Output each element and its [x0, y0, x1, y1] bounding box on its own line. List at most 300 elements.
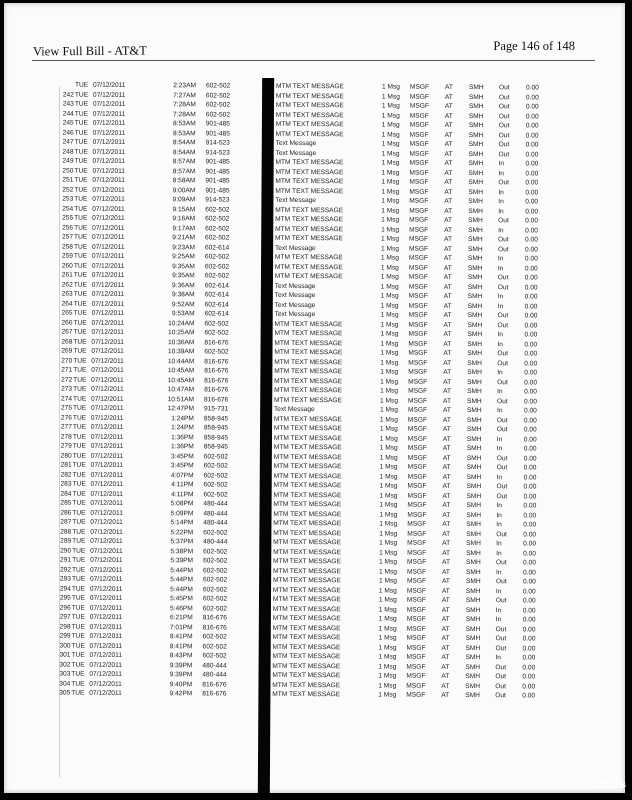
cell-phone-number: 816-676 — [202, 690, 227, 698]
cell-message-type: MTM TEXT MESSAGE — [273, 519, 342, 528]
cell-message-type: Text Message — [275, 139, 317, 148]
cell-phone-number: 480-444 — [203, 538, 228, 546]
cell-date: 07/12/2011 — [92, 129, 126, 137]
cell-direction: Out — [497, 283, 509, 291]
cell-day: TUE — [74, 138, 88, 146]
cell-message-type: MTM TEXT MESSAGE — [273, 481, 342, 490]
cell-feature-code: MSGF — [409, 197, 429, 205]
cell-direction: In — [497, 302, 504, 310]
cell-rate-code: SMH — [468, 141, 484, 149]
cell-day: TUE — [73, 366, 87, 374]
cell-message-type: Text Message — [274, 310, 316, 319]
cell-time: 9:15AM — [172, 205, 196, 213]
cell-rate-code: SMH — [468, 150, 484, 158]
cell-direction: Out — [497, 359, 508, 367]
cell-direction: In — [497, 293, 504, 301]
cell-feature-code: MSGF — [408, 349, 428, 357]
cell-phone-number: 602-502 — [203, 547, 228, 556]
cell-message-type: MTM TEXT MESSAGE — [274, 272, 343, 281]
cell-amount: 0.00 — [525, 150, 539, 158]
cell-day: TUE — [72, 471, 86, 479]
bill-page — [4, 3, 625, 793]
cell-message-type: MTM TEXT MESSAGE — [273, 424, 342, 433]
cell-date: 07/12/2011 — [91, 281, 125, 289]
cell-time: 9:40PM — [169, 680, 193, 688]
cell-direction: In — [496, 511, 502, 519]
cell-phone-number: 901-485 — [205, 167, 230, 176]
cell-amount: 0.00 — [524, 378, 538, 386]
cell-feature-code: MSGF — [408, 292, 428, 300]
cell-amount: 0.00 — [523, 464, 537, 472]
cell-phone-number: 915-731 — [203, 405, 229, 413]
cell-row-number: 260 — [61, 262, 73, 270]
cell-date: 07/12/2011 — [89, 661, 122, 669]
cell-phone-number: 602-502 — [204, 262, 230, 271]
cell-amount: 0.00 — [525, 122, 539, 130]
cell-network: AT — [443, 264, 452, 272]
cell-day: TUE — [72, 556, 86, 564]
cell-day: TUE — [72, 490, 86, 498]
cell-date: 07/12/2011 — [92, 205, 125, 213]
cell-phone-number: 602-502 — [205, 234, 230, 242]
cell-feature-code: MSGF — [406, 625, 426, 633]
cell-network: AT — [441, 691, 450, 699]
cell-phone-number: 914-523 — [205, 148, 230, 157]
cell-day: TUE — [74, 91, 89, 99]
cell-row-number: 257 — [62, 233, 74, 241]
cell-direction: Out — [497, 312, 509, 320]
cell-message-type: MTM TEXT MESSAGE — [273, 491, 342, 499]
cell-row-number: 295 — [59, 594, 71, 602]
cell-day: TUE — [74, 157, 88, 165]
cell-amount: 0.00 — [522, 692, 536, 700]
cell-amount: 0.00 — [525, 93, 539, 101]
cell-time: 9:09AM — [172, 196, 196, 204]
cell-feature-code: MSGF — [408, 397, 428, 405]
cell-direction: Out — [497, 245, 509, 253]
cell-row-number: 291 — [60, 556, 72, 564]
cell-time: 7:01PM — [169, 623, 193, 631]
cell-day: TUE — [71, 651, 85, 659]
cell-network: AT — [443, 302, 452, 310]
cell-date: 07/12/2011 — [91, 271, 125, 279]
cell-direction: In — [495, 587, 502, 595]
cell-day: TUE — [71, 623, 85, 631]
cell-rate-code: SMH — [467, 312, 483, 320]
cell-date: 07/12/2011 — [92, 138, 126, 146]
cell-day: TUE — [73, 271, 88, 279]
cell-amount: 0.00 — [524, 321, 538, 329]
cell-amount: 0.00 — [523, 502, 537, 510]
cell-amount: 0.00 — [522, 568, 536, 576]
cell-time: 9:25AM — [172, 253, 195, 261]
cell-message-type: MTM TEXT MESSAGE — [275, 177, 344, 186]
cell-phone-number: 602-502 — [202, 595, 228, 603]
cell-date: 07/12/2011 — [89, 623, 123, 631]
cell-day: TUE — [72, 480, 86, 488]
cell-date: 07/12/2011 — [91, 357, 124, 365]
page-number: Page 146 of 148 — [493, 39, 575, 53]
cell-direction: In — [497, 369, 503, 377]
cell-phone-number: 480-444 — [203, 500, 228, 508]
cell-time: 5:38PM — [170, 547, 194, 555]
cell-phone-number: 480-444 — [202, 661, 227, 670]
cell-row-number: 274 — [61, 395, 73, 403]
cell-message-count: 1 Msg — [381, 168, 400, 177]
cell-rate-code: SMH — [467, 397, 482, 405]
cell-feature-code: MSGF — [407, 530, 427, 538]
cell-amount: 0.00 — [524, 264, 538, 272]
cell-rate-code: SMH — [466, 407, 482, 415]
cell-phone-number: 602-502 — [202, 576, 228, 584]
cell-message-count: 1 Msg — [380, 349, 399, 357]
cell-message-type: MTM TEXT MESSAGE — [273, 548, 342, 556]
cell-network: AT — [441, 625, 450, 633]
cell-amount: 0.00 — [524, 274, 538, 282]
cell-day: TUE — [74, 119, 88, 127]
cell-rate-code: SMH — [468, 169, 484, 177]
cell-message-type: MTM TEXT MESSAGE — [274, 320, 343, 328]
cell-direction: Out — [497, 350, 509, 358]
cell-amount: 0.00 — [525, 207, 539, 215]
cell-phone-number: 602-502 — [203, 481, 228, 489]
cell-date: 07/12/2011 — [91, 385, 124, 393]
cell-row-number: 303 — [59, 670, 71, 678]
cell-date: 07/12/2011 — [90, 433, 124, 441]
cell-time: 9:23AM — [172, 243, 196, 251]
cell-row-number: 302 — [59, 661, 71, 669]
cell-phone-number: 602-614 — [204, 310, 229, 318]
cell-day: TUE — [74, 100, 89, 108]
cell-day: TUE — [72, 547, 86, 555]
cell-row-number: 272 — [61, 376, 73, 384]
cell-direction: In — [497, 264, 504, 272]
cell-message-count: 1 Msg — [379, 548, 398, 557]
cell-amount: 0.00 — [525, 217, 539, 225]
cell-row-number: 264 — [61, 300, 73, 308]
cell-amount: 0.00 — [525, 84, 539, 92]
cell-day: TUE — [74, 167, 88, 175]
cell-row-number: 294 — [59, 585, 71, 593]
cell-feature-code: MSGF — [408, 254, 429, 262]
cell-phone-number: 602-502 — [203, 462, 228, 470]
cell-time: 5:14PM — [170, 519, 194, 527]
cell-network: AT — [443, 387, 452, 395]
cell-message-type: MTM TEXT MESSAGE — [274, 263, 343, 271]
cell-rate-code: SMH — [466, 558, 481, 567]
cell-direction: Out — [495, 578, 507, 586]
cell-feature-code: MSGF — [408, 245, 429, 253]
cell-network: AT — [442, 425, 451, 433]
cell-time: 8:57AM — [172, 158, 196, 166]
cell-row-number: 275 — [60, 404, 73, 412]
cell-time: 9:39PM — [169, 671, 193, 679]
cell-row-number: 278 — [60, 433, 72, 441]
cell-direction: In — [495, 606, 502, 614]
cell-feature-code: MSGF — [407, 454, 427, 462]
cell-direction: Out — [498, 217, 509, 225]
cell-message-count: 1 Msg — [379, 463, 398, 471]
cell-direction: Out — [498, 103, 510, 111]
cell-day: TUE — [73, 290, 87, 298]
cell-day: TUE — [73, 262, 88, 270]
cell-direction: Out — [498, 93, 510, 101]
cell-rate-code: SMH — [465, 568, 481, 576]
cell-date: 07/12/2011 — [89, 642, 123, 650]
cell-message-count: 1 Msg — [378, 672, 397, 680]
cell-day: TUE — [73, 338, 87, 346]
cell-date: 07/12/2011 — [89, 689, 122, 697]
cell-time: 9:21AM — [172, 234, 196, 242]
cell-day: TUE — [73, 395, 87, 403]
cell-feature-code: MSGF — [406, 634, 426, 642]
cell-rate-code: SMH — [467, 245, 483, 253]
cell-rate-code: SMH — [466, 511, 482, 519]
cell-network: AT — [444, 178, 453, 186]
cell-row-number: 256 — [62, 224, 74, 232]
cell-date: 07/12/2011 — [91, 366, 124, 374]
cell-row-number: 283 — [60, 480, 72, 488]
cell-message-count: 1 Msg — [380, 396, 399, 405]
cell-feature-code: MSGF — [409, 159, 429, 167]
cell-message-count: 1 Msg — [379, 539, 398, 547]
cell-amount: 0.00 — [525, 169, 539, 177]
cell-row-number: 304 — [59, 680, 71, 688]
cell-message-type: MTM TEXT MESSAGE — [273, 557, 341, 566]
cell-amount: 0.00 — [522, 663, 536, 671]
cell-network: AT — [444, 216, 453, 224]
cell-date: 07/12/2011 — [89, 632, 123, 640]
cell-network: AT — [443, 330, 452, 338]
cell-message-type: MTM TEXT MESSAGE — [275, 215, 344, 224]
cell-time: 3:45PM — [170, 452, 194, 460]
cell-feature-code: MSGF — [407, 520, 427, 528]
cell-time: 5:44PM — [170, 576, 193, 584]
cell-day: TUE — [72, 452, 86, 460]
cell-message-count: 1 Msg — [380, 377, 399, 386]
cell-day: TUE — [74, 195, 88, 203]
cell-message-count: 1 Msg — [379, 482, 398, 490]
cell-rate-code: SMH — [465, 596, 481, 605]
cell-rate-code: SMH — [466, 435, 482, 443]
cell-message-type: MTM TEXT MESSAGE — [275, 111, 344, 119]
cell-feature-code: MSGF — [406, 606, 426, 614]
cell-message-type: MTM TEXT MESSAGE — [272, 633, 341, 642]
cell-message-count: 1 Msg — [381, 102, 400, 110]
cell-message-count: 1 Msg — [381, 235, 400, 243]
cell-direction: Out — [497, 274, 509, 282]
cell-rate-code: SMH — [468, 179, 484, 187]
cell-time: 8:53AM — [172, 120, 196, 128]
cell-day: TUE — [72, 518, 86, 526]
cell-date: 07/12/2011 — [92, 224, 125, 232]
cell-message-count: 1 Msg — [379, 415, 398, 424]
cell-feature-code: MSGF — [408, 340, 428, 348]
cell-network: AT — [444, 226, 453, 234]
cell-rate-code: SMH — [468, 131, 484, 139]
cell-time: 9:00AM — [172, 186, 196, 194]
cell-message-type: MTM TEXT MESSAGE — [274, 396, 342, 404]
cell-amount: 0.00 — [524, 350, 538, 358]
cell-phone-number: 816-676 — [204, 376, 229, 385]
cell-feature-code: MSGF — [408, 321, 428, 329]
cell-day: TUE — [71, 594, 86, 602]
cell-date: 07/12/2011 — [92, 167, 125, 175]
cell-amount: 0.00 — [523, 445, 537, 453]
cell-feature-code: MSGF — [406, 672, 426, 680]
cell-message-count: 1 Msg — [380, 263, 399, 272]
cell-phone-number: 858-945 — [203, 433, 229, 442]
cell-message-count: 1 Msg — [378, 643, 397, 652]
cell-time: 5:39PM — [170, 557, 194, 565]
cell-feature-code: MSGF — [408, 311, 428, 319]
cell-row-number: 293 — [59, 575, 71, 583]
cell-phone-number: 602-614 — [204, 300, 229, 309]
cell-row-number: 259 — [61, 252, 73, 260]
cell-day: TUE — [73, 309, 87, 317]
cell-amount: 0.00 — [523, 416, 537, 424]
cell-message-count: 1 Msg — [380, 311, 399, 319]
cell-date: 07/12/2011 — [91, 290, 125, 298]
cell-message-count: 1 Msg — [378, 567, 398, 576]
cell-message-type: MTM TEXT MESSAGE — [274, 377, 343, 385]
cell-phone-number: 816-676 — [204, 386, 229, 394]
cell-network: AT — [442, 416, 451, 424]
cell-date: 07/12/2011 — [90, 490, 124, 498]
cell-direction: In — [496, 407, 503, 415]
cell-message-type: MTM TEXT MESSAGE — [273, 443, 342, 452]
cell-rate-code: SMH — [466, 473, 482, 481]
cell-message-count: 1 Msg — [380, 244, 399, 253]
cell-message-count: 1 Msg — [381, 83, 400, 91]
cell-day: TUE — [73, 243, 88, 251]
usage-table — [4, 80, 625, 701]
cell-time: 6:21PM — [169, 614, 193, 622]
cell-phone-number: 602-502 — [203, 557, 228, 565]
cell-feature-code: MSGF — [409, 207, 429, 215]
cell-network: AT — [444, 150, 453, 158]
cell-row-number: 292 — [59, 566, 72, 574]
cell-day: TUE — [74, 224, 88, 232]
cell-time: 12:47PM — [167, 405, 195, 413]
cell-amount: 0.00 — [523, 492, 537, 500]
cell-direction: Out — [496, 559, 507, 567]
header-divider — [32, 60, 595, 61]
cell-rate-code: SMH — [465, 625, 481, 633]
cell-phone-number: 602-614 — [204, 291, 229, 299]
cell-day: TUE — [71, 689, 85, 697]
cell-network: AT — [443, 359, 452, 367]
cell-feature-code: MSGF — [407, 549, 427, 557]
cell-feature-code: MSGF — [408, 273, 428, 281]
cell-date: 07/12/2011 — [92, 186, 125, 194]
cell-day: TUE — [72, 433, 87, 441]
cell-amount: 0.00 — [522, 606, 536, 614]
cell-row-number: 286 — [60, 509, 72, 517]
cell-day: TUE — [72, 537, 86, 545]
cell-direction: Out — [498, 112, 510, 120]
cell-message-type: MTM TEXT MESSAGE — [273, 529, 342, 537]
cell-network: AT — [444, 159, 453, 167]
cell-time: 10:25AM — [168, 329, 195, 337]
cell-time: 8:53AM — [172, 129, 196, 137]
cell-message-type: MTM TEXT MESSAGE — [272, 614, 341, 623]
cell-message-type: MTM TEXT MESSAGE — [273, 500, 342, 509]
cell-date: 07/12/2011 — [91, 347, 124, 355]
cell-network: AT — [443, 397, 452, 405]
cell-phone-number: 602-502 — [203, 528, 228, 537]
cell-row-number: 279 — [60, 442, 72, 450]
cell-rate-code: SMH — [465, 634, 481, 643]
cell-phone-number: 816-676 — [204, 357, 229, 366]
cell-rate-code: SMH — [467, 340, 483, 348]
cell-network: AT — [442, 454, 451, 462]
cell-row-number: 243 — [62, 100, 74, 108]
cell-message-count: 1 Msg — [379, 425, 398, 433]
cell-message-count: 1 Msg — [381, 197, 400, 205]
cell-rate-code: SMH — [468, 217, 483, 225]
cell-network: AT — [442, 530, 451, 538]
cell-direction: In — [498, 188, 504, 196]
cell-time: 1:24PM — [171, 424, 194, 432]
cell-time: 1:24PM — [171, 414, 194, 422]
cell-day: TUE — [72, 509, 86, 517]
cell-time: 8:54AM — [172, 148, 196, 156]
cell-date: 07/12/2011 — [91, 376, 124, 384]
cell-rate-code: SMH — [467, 283, 483, 291]
cell-time: 8:57AM — [172, 167, 196, 175]
page-title: View Full Bill - AT&T — [32, 43, 147, 59]
cell-date: 07/12/2011 — [92, 81, 126, 89]
cell-feature-code: MSGF — [407, 406, 428, 414]
cell-phone-number: 816-676 — [204, 338, 229, 347]
cell-feature-code: MSGF — [409, 121, 429, 129]
cell-amount: 0.00 — [522, 597, 536, 605]
cell-feature-code: MSGF — [406, 587, 426, 595]
cell-feature-code: MSGF — [406, 682, 426, 690]
cell-rate-code: SMH — [467, 350, 483, 358]
cell-day: TUE — [73, 376, 87, 384]
cell-message-count: 1 Msg — [379, 520, 398, 528]
cell-message-count: 1 Msg — [378, 634, 397, 642]
cell-message-count: 1 Msg — [381, 187, 400, 196]
cell-rate-code: SMH — [466, 539, 481, 548]
cell-network: AT — [444, 112, 453, 120]
cell-network: AT — [443, 349, 452, 357]
cell-direction: In — [496, 540, 502, 548]
cell-message-type: MTM TEXT MESSAGE — [272, 567, 341, 575]
cell-message-count: 1 Msg — [378, 681, 397, 690]
cell-network: AT — [442, 501, 451, 509]
cell-amount: 0.00 — [523, 407, 537, 415]
cell-phone-number: 602-502 — [204, 272, 230, 280]
cell-date: 07/12/2011 — [92, 157, 126, 165]
cell-amount: 0.00 — [524, 245, 538, 253]
cell-network: AT — [441, 644, 450, 652]
cell-direction: Out — [496, 416, 508, 424]
cell-date: 07/12/2011 — [90, 452, 124, 460]
cell-row-number: 296 — [59, 604, 71, 612]
cell-date: 07/12/2011 — [90, 480, 124, 488]
cell-date: 07/12/2011 — [90, 471, 124, 479]
cell-message-type: Text Message — [275, 149, 317, 157]
cell-row-number: 271 — [61, 366, 73, 374]
cell-network: AT — [444, 121, 453, 129]
cell-message-type: MTM TEXT MESSAGE — [275, 101, 344, 110]
cell-feature-code: MSGF — [406, 663, 426, 671]
cell-direction: In — [498, 207, 504, 215]
cell-network: AT — [443, 245, 452, 253]
